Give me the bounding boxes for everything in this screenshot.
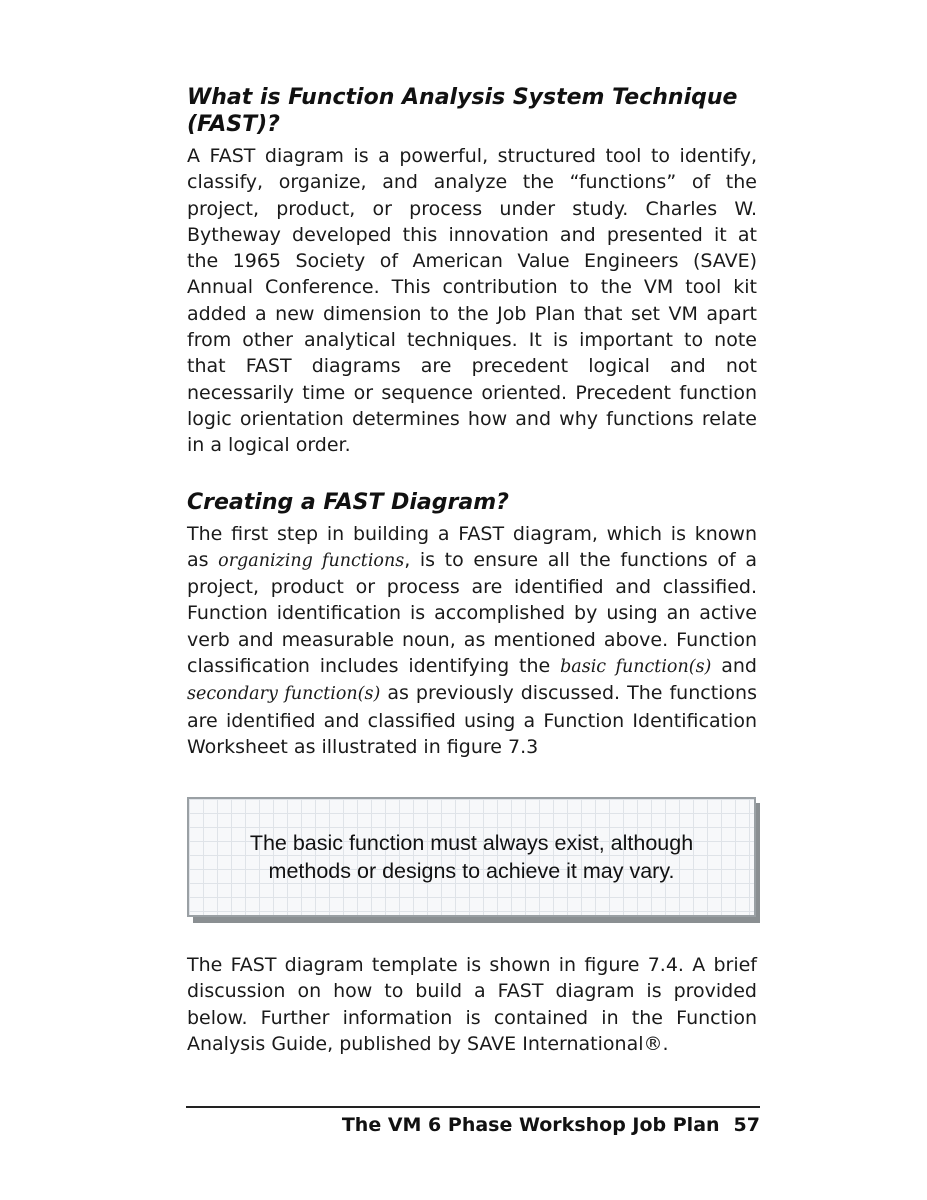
paragraph-creating-fast	[187, 521, 757, 761]
page-number: 57	[733, 1114, 760, 1136]
term-organizing-functions: organizing functions	[218, 550, 405, 571]
closing-section	[187, 952, 757, 1057]
main-column	[187, 84, 757, 760]
callout-text	[230, 829, 713, 885]
term-secondary-function: secondary function(s)	[187, 684, 381, 705]
callout-line-1: The basic function must always exist, although	[249, 831, 694, 855]
term-basic-function: basic function(s)	[560, 657, 712, 678]
paragraph-template-note: The FAST diagram template is shown in figure 7.4. A brief discussion on how to build a FAST diagram is provided below. Further information is contained in the Function Analysis Guide, published by SAVE International®.	[187, 954, 757, 1055]
callout-panel	[187, 797, 756, 917]
callout-line-2: methods or designs to achieve it may vary.	[268, 859, 675, 883]
text-run: and	[711, 655, 757, 678]
text-run: The first step in building a FAST diagram, which is known as	[187, 522, 757, 571]
running-title: The VM 6 Phase Workshop Job Plan	[341, 1114, 720, 1136]
text-run: as previously discussed. The functions are identified and classified using a Function Identification Worksheet as illustrated in figure 7.3	[187, 682, 757, 758]
paragraph-fast-definition: A FAST diagram is a powerful, structured tool to identify, classify, organize, and analyze the “functions” of the project, product, or process under study. Charles W. Bytheway developed this innovation and presented it at the 1965 Society of American Value Engineers (SAVE) Annual Conference. This contribution to the VM tool kit added a new dimension to the Job Plan that set VM apart from other analytical techniques. It is important to note that FAST diagrams are precedent logical and not necessarily time or sequence oriented. Precedent function logic orientation determines how and why functions relate in a logical order.	[187, 145, 757, 457]
footer-divider	[186, 1106, 760, 1108]
callout-box	[187, 797, 760, 923]
section-fast-definition	[187, 84, 757, 459]
section-heading-fast: What is Function Analysis System Technique (FAST)?	[187, 85, 738, 137]
page-footer	[186, 1112, 760, 1138]
text-run: , is to ensure all the functions of a project, product or process are identified and classified. Function identification is accomplished by using an active verb and measurable noun, as mentioned above. Function classification includes identifying the	[187, 548, 757, 678]
section-creating-fast	[187, 489, 757, 761]
section-heading-creating: Creating a FAST Diagram?	[187, 489, 509, 515]
